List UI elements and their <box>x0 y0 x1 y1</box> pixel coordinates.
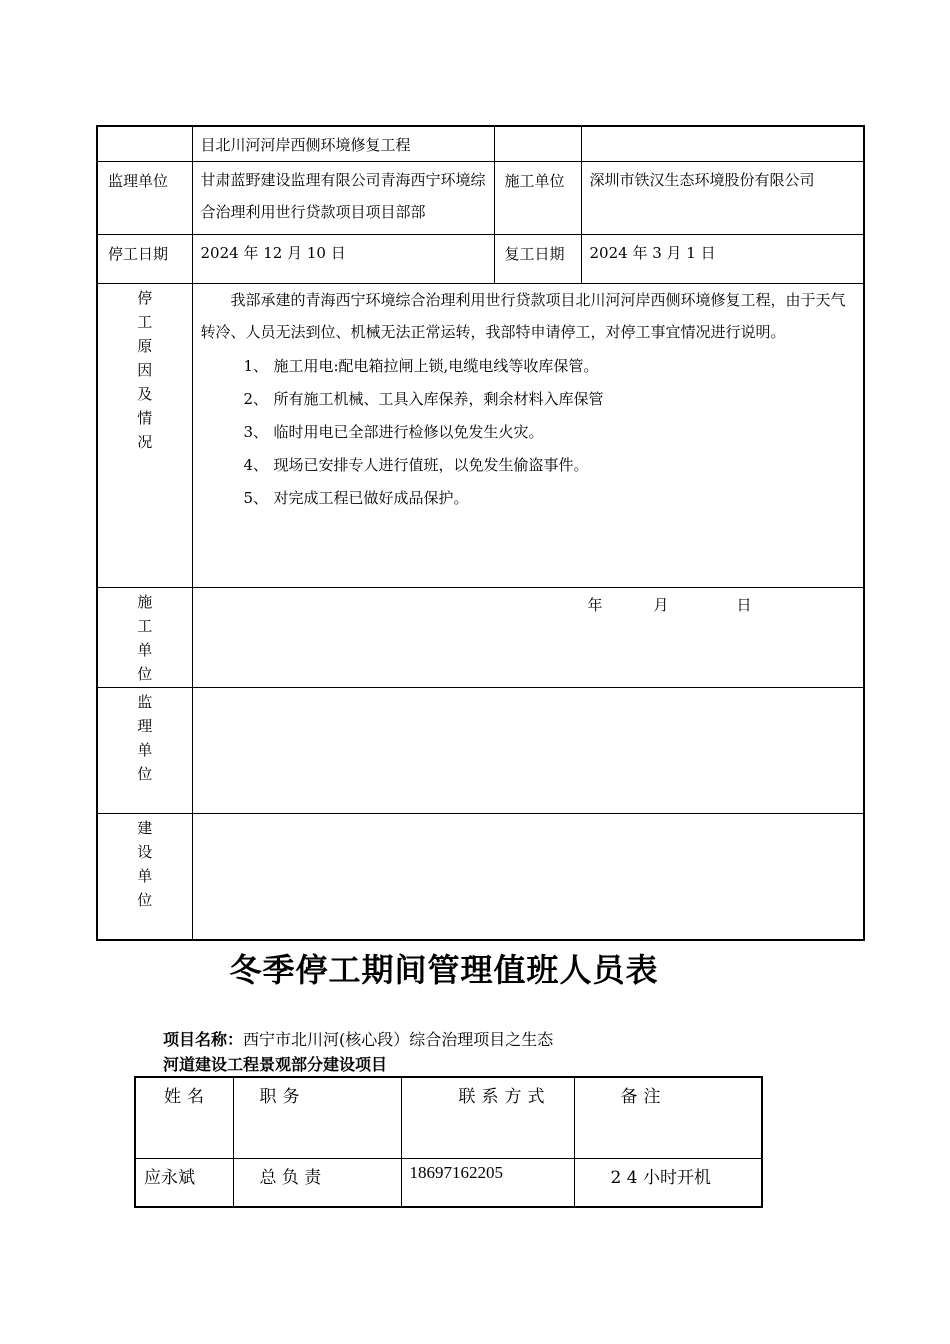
item-text: 对完成工程已做好成品保护。 <box>273 489 469 507</box>
year-label: 年 <box>587 596 603 614</box>
supervision-unit-row <box>97 688 864 814</box>
list-item <box>201 383 856 416</box>
label-char: 理 <box>137 717 153 735</box>
supervisor-value: 甘肃蓝野建设监理有限公司青海西宁环境综合治理利用世行贷款项目项目部部 <box>192 162 494 235</box>
project-label-cell <box>97 126 192 162</box>
label-char: 况 <box>137 433 153 451</box>
project-row <box>97 126 864 162</box>
label-char: 情 <box>137 409 153 427</box>
owner-unit-signature <box>192 814 864 940</box>
cell-contact: 18697162205 <box>401 1159 574 1208</box>
table-row <box>135 1159 762 1208</box>
project-name-value: 西宁市北川河(核心段）综合治理项目之生态 <box>243 1030 554 1049</box>
reason-paragraph: 我部承建的青海西宁环境综合治理利用世行贷款项目北川河河岸西侧环境修复工程，由于天气转冷、人员无法到位、机械无法正常运转，我部特申请停工，对停工事宜情况进行说明。 <box>200 291 846 341</box>
item-number: 4、 <box>243 456 269 474</box>
label-char: 位 <box>137 891 153 909</box>
cell-name: 应永斌 <box>135 1159 233 1208</box>
supervision-unit-signature <box>192 688 864 814</box>
list-item <box>201 449 856 482</box>
duty-roster-table <box>134 1076 763 1208</box>
label-char: 单 <box>137 867 153 885</box>
header-note: 备注 <box>574 1077 762 1159</box>
label-char: 位 <box>137 665 153 683</box>
supervision-unit-label <box>97 688 192 814</box>
project-name <box>163 1027 553 1053</box>
reason-label <box>97 284 192 588</box>
label-char: 位 <box>137 765 153 783</box>
label-char: 监 <box>137 693 153 711</box>
day-label: 日 <box>736 596 752 614</box>
label-char: 单 <box>137 641 153 659</box>
table-header-row <box>135 1077 762 1159</box>
list-item <box>201 482 856 515</box>
resume-date-label: 复工日期 <box>494 235 581 284</box>
header-contact: 联系方式 <box>401 1077 574 1159</box>
item-text: 所有施工机械、工具入库保养，剩余材料入库保管 <box>273 390 604 408</box>
label-char: 单 <box>137 741 153 759</box>
item-number: 5、 <box>243 489 269 507</box>
item-text: 临时用电已全部进行检修以免发生火灾。 <box>273 423 544 441</box>
stop-date-label: 停工日期 <box>97 235 192 284</box>
item-text: 现场已安排专人进行值班，以免发生偷盗事件。 <box>273 456 589 474</box>
month-label: 月 <box>653 596 669 614</box>
construction-unit-row <box>97 588 864 688</box>
reason-content <box>192 284 864 588</box>
supervisor-label: 监理单位 <box>97 162 192 235</box>
item-number: 2、 <box>243 390 269 408</box>
owner-unit-row <box>97 814 864 940</box>
label-char: 工 <box>137 313 153 331</box>
label-char: 建 <box>137 819 153 837</box>
label-char: 设 <box>137 843 153 861</box>
header-position: 职务 <box>233 1077 401 1159</box>
empty-cell <box>581 126 864 162</box>
label-char: 原 <box>137 337 153 355</box>
owner-unit-label <box>97 814 192 940</box>
reason-list <box>201 350 856 515</box>
empty-cell <box>494 126 581 162</box>
list-item <box>201 416 856 449</box>
contractor-label: 施工单位 <box>494 162 581 235</box>
resume-date-value: 2024 年 3 月 1 日 <box>581 235 864 284</box>
header-name: 姓名 <box>135 1077 233 1159</box>
construction-unit-signature <box>192 588 864 688</box>
signature-date <box>193 588 864 615</box>
label-char: 工 <box>137 617 153 635</box>
construction-unit-label <box>97 588 192 688</box>
page-title: 冬季停工期间管理值班人员表 <box>229 951 659 989</box>
reason-row <box>97 284 864 588</box>
item-number: 3、 <box>243 423 269 441</box>
project-value: 目北川河河岸西侧环境修复工程 <box>192 126 494 162</box>
cell-note: 2 4 小时开机 <box>574 1159 762 1208</box>
item-text: 施工用电:配电箱拉闸上锁,电缆电线等收库保管。 <box>273 357 599 375</box>
label-char: 施 <box>137 593 153 611</box>
project-name-label: 项目名称： <box>163 1030 244 1049</box>
label-char: 停 <box>137 289 153 307</box>
work-stoppage-form <box>96 125 865 941</box>
project-name-line2: 河道建设工程景观部分建设项目 <box>163 1055 388 1074</box>
label-char: 及 <box>137 385 153 403</box>
date-row <box>97 235 864 284</box>
list-item <box>201 350 856 383</box>
stop-date-value: 2024 年 12 月 10 日 <box>192 235 494 284</box>
supervisor-row <box>97 162 864 235</box>
label-char: 因 <box>137 361 153 379</box>
item-number: 1、 <box>243 357 269 375</box>
cell-position: 总 负 责 <box>233 1159 401 1208</box>
contractor-value: 深圳市铁汉生态环境股份有限公司 <box>581 162 864 235</box>
